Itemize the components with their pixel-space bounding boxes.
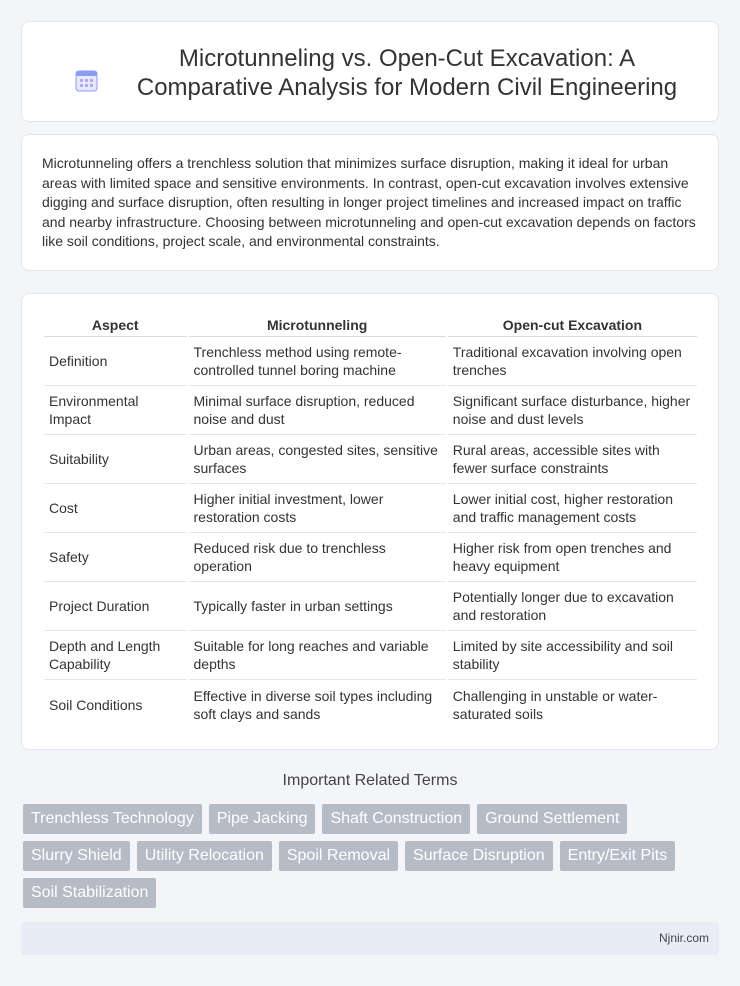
footer-source-link[interactable]: Njnir.com [658,931,709,945]
cell-aspect: Definition [44,337,187,386]
comparison-table-card [21,293,719,750]
table-row [44,337,697,386]
header-card [21,21,719,122]
table-row [44,680,697,729]
header-open-cut: Open-cut Excavation [448,315,697,337]
cell-aspect: Cost [44,484,187,533]
cell-open-cut: Limited by site accessibility and soil stability [448,631,697,680]
term-tag[interactable]: Trenchless Technology [23,804,202,834]
cell-open-cut: Traditional excavation involving open trenches [448,337,697,386]
cell-microtunneling: Minimal surface disruption, reduced noise and dust [189,386,446,435]
cell-microtunneling: Reduced risk due to trenchless operation [189,533,446,582]
cell-open-cut: Higher risk from open trenches and heavy equipment [448,533,697,582]
cell-microtunneling: Suitable for long reaches and variable depths [189,631,446,680]
table-row [44,631,697,680]
page-title: Microtunneling vs. Open-Cut Excavation: A Comparative Analysis for Modern Civil Engineering [136,45,678,101]
cell-microtunneling: Higher initial investment, lower restoration costs [189,484,446,533]
comparison-table [42,315,699,729]
term-tag[interactable]: Utility Relocation [137,841,272,871]
cell-open-cut: Lower initial cost, higher restoration and traffic management costs [448,484,697,533]
cell-aspect: Safety [44,533,187,582]
cell-microtunneling: Typically faster in urban settings [189,582,446,631]
cell-microtunneling: Trenchless method using remote-controlled tunnel boring machine [189,337,446,386]
term-tag[interactable]: Soil Stabilization [23,878,156,908]
term-tag[interactable]: Pipe Jacking [209,804,316,834]
term-tag[interactable]: Shaft Construction [322,804,470,834]
table-header-row [44,315,697,337]
table-row [44,484,697,533]
cell-aspect: Project Duration [44,582,187,631]
cell-microtunneling: Urban areas, congested sites, sensitive surfaces [189,435,446,484]
table-row [44,533,697,582]
cell-open-cut: Potentially longer due to excavation and restoration [448,582,697,631]
term-tag[interactable]: Entry/Exit Pits [560,841,676,871]
intro-paragraph: Microtunneling offers a trenchless solution that minimizes surface disruption, making it ideal for urban areas with limited space and sensitive environments. In contrast, open-cut excavation involves extensive digging and surface disruption, often resulting in longer project timelines and increased impact on traffic and nearby infrastructure. Choosing between microtunneling and open-cut excavation depends on factors like soil conditions, project scale, and environmental constraints. [42,155,696,250]
term-tag[interactable]: Slurry Shield [23,841,130,871]
header-aspect: Aspect [44,315,187,337]
intro-card [21,134,719,271]
table-row [44,582,697,631]
cell-aspect: Environmental Impact [44,386,187,435]
cell-open-cut: Significant surface disturbance, higher noise and dust levels [448,386,697,435]
cell-aspect: Depth and Length Capability [44,631,187,680]
related-terms-list [23,804,703,908]
term-tag[interactable]: Surface Disruption [405,841,553,871]
header-microtunneling: Microtunneling [189,315,446,337]
cell-open-cut: Challenging in unstable or water-saturated soils [452,687,658,722]
cell-aspect: Soil Conditions [49,696,143,713]
term-tag[interactable]: Spoil Removal [279,841,398,871]
table-row [44,435,697,484]
related-terms-title: Important Related Terms [282,772,458,789]
cell-aspect: Suitability [44,435,187,484]
footer [21,922,719,955]
cell-open-cut: Rural areas, accessible sites with fewer surface constraints [448,435,697,484]
table-row [44,386,697,435]
cell-microtunneling: Effective in diverse soil types including soft clays and sands [193,687,433,722]
term-tag[interactable]: Ground Settlement [477,804,627,834]
